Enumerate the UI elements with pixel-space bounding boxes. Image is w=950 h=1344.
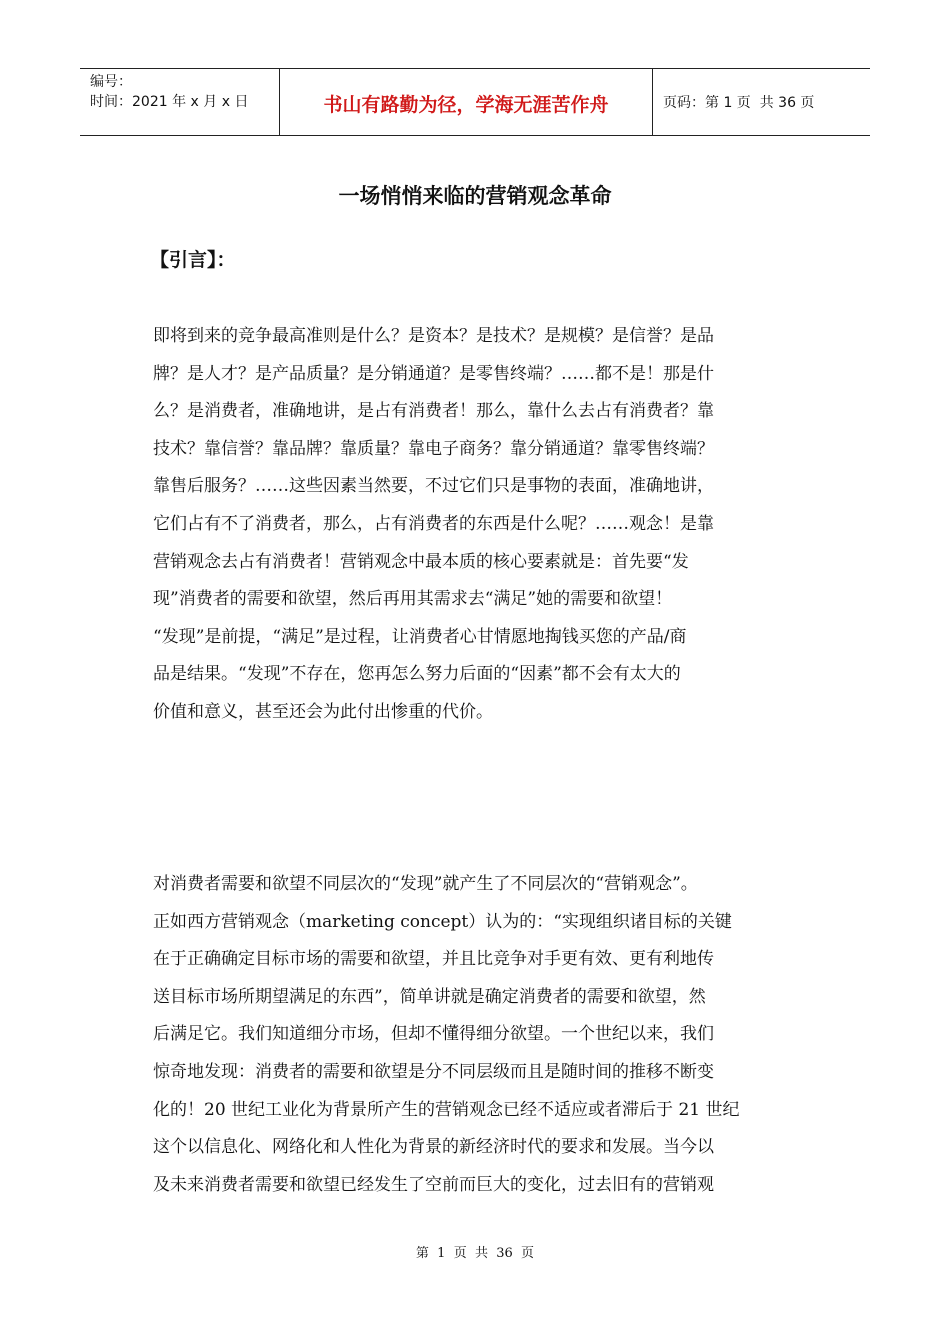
paragraph-line: 现”消费者的需要和欲望，然后再用其需求去“满足”她的需要和欲望！ — [153, 589, 673, 610]
paragraph-line: 正如西方营销观念（marketing concept）认为的：“实现组织诸目标的关键 — [153, 911, 732, 932]
paragraph-line: 及未来消费者需要和欲望已经发生了空前而巨大的变化，过去旧有的营销观 — [153, 1174, 714, 1195]
paragraph-line: 品是结果。“发现”不存在，您再怎么努力后面的“因素”都不会有太大的 — [153, 664, 681, 685]
paragraph-line: 它们占有不了消费者，那么，占有消费者的东西是什么呢？……观念！是靠 — [153, 513, 714, 534]
paragraph-line: 靠售后服务？……这些因素当然要，不过它们只是事物的表面，准确地讲， — [153, 476, 714, 497]
paragraph-line: 技术？靠信誉？靠品牌？靠质量？靠电子商务？靠分销通道？靠零售终端？ — [153, 438, 714, 459]
document-header — [80, 68, 870, 136]
paragraph-line: 营销观念去占有消费者！营销观念中最本质的核心要素就是：首先要“发 — [153, 551, 689, 572]
paragraph-line: 这个以信息化、网络化和人性化为背景的新经济时代的要求和发展。当今以 — [153, 1137, 714, 1158]
page-footer: 第 1 页 共 36 页 — [415, 1246, 535, 1261]
header-time-label: 时间：2021 年 x 月 x 日 — [90, 94, 249, 110]
paragraph-line: “发现”是前提，“满足”是过程，让消费者心甘情愿地掏钱买您的产品/商 — [153, 626, 687, 647]
paragraph-2 — [153, 866, 803, 1204]
header-motto: 书山有路勤为径，学海无涯苦作舟 — [280, 69, 653, 135]
intro-label: 【引言】： — [150, 249, 236, 271]
paragraph-line: 价值和意义，甚至还会为此付出惨重的代价。 — [153, 701, 493, 722]
paragraph-line: 么？是消费者，准确地讲，是占有消费者！那么，靠什么去占有消费者？靠 — [153, 401, 714, 422]
paragraph-line: 牌？是人才？是产品质量？是分销通道？是零售终端？……都不是！那是什 — [153, 363, 714, 384]
header-meta — [80, 69, 280, 135]
paragraph-line: 送目标市场所期望满足的东西”，简单讲就是确定消费者的需要和欲望，然 — [153, 986, 706, 1007]
paragraph-line: 对消费者需要和欲望不同层次的“发现”就产生了不同层次的“营销观念”。 — [153, 874, 698, 894]
header-page-info-cell — [653, 69, 870, 135]
paragraph-line: 后满足它。我们知道细分市场，但却不懂得细分欲望。一个世纪以来，我们 — [153, 1024, 714, 1045]
header-number-label: 编号： — [90, 74, 132, 90]
paragraph-1 — [153, 318, 803, 732]
paragraph-line: 惊奇地发现：消费者的需要和欲望是分不同层级而且是随时间的推移不断变 — [153, 1061, 714, 1082]
paragraph-line: 即将到来的竞争最高准则是什么？是资本？是技术？是规模？是信誉？是品 — [153, 326, 714, 346]
paragraph-line: 化的！20 世纪工业化为背景所产生的营销观念已经不适应或者滞后于 21 世纪 — [153, 1099, 740, 1120]
header-page-info: 页码：第 1 页 共 36 页 — [663, 95, 815, 111]
paragraph-line: 在于正确确定目标市场的需要和欲望，并且比竞争对手更有效、更有利地传 — [153, 949, 714, 970]
document-title: 一场悄悄来临的营销观念革命 — [338, 184, 612, 208]
